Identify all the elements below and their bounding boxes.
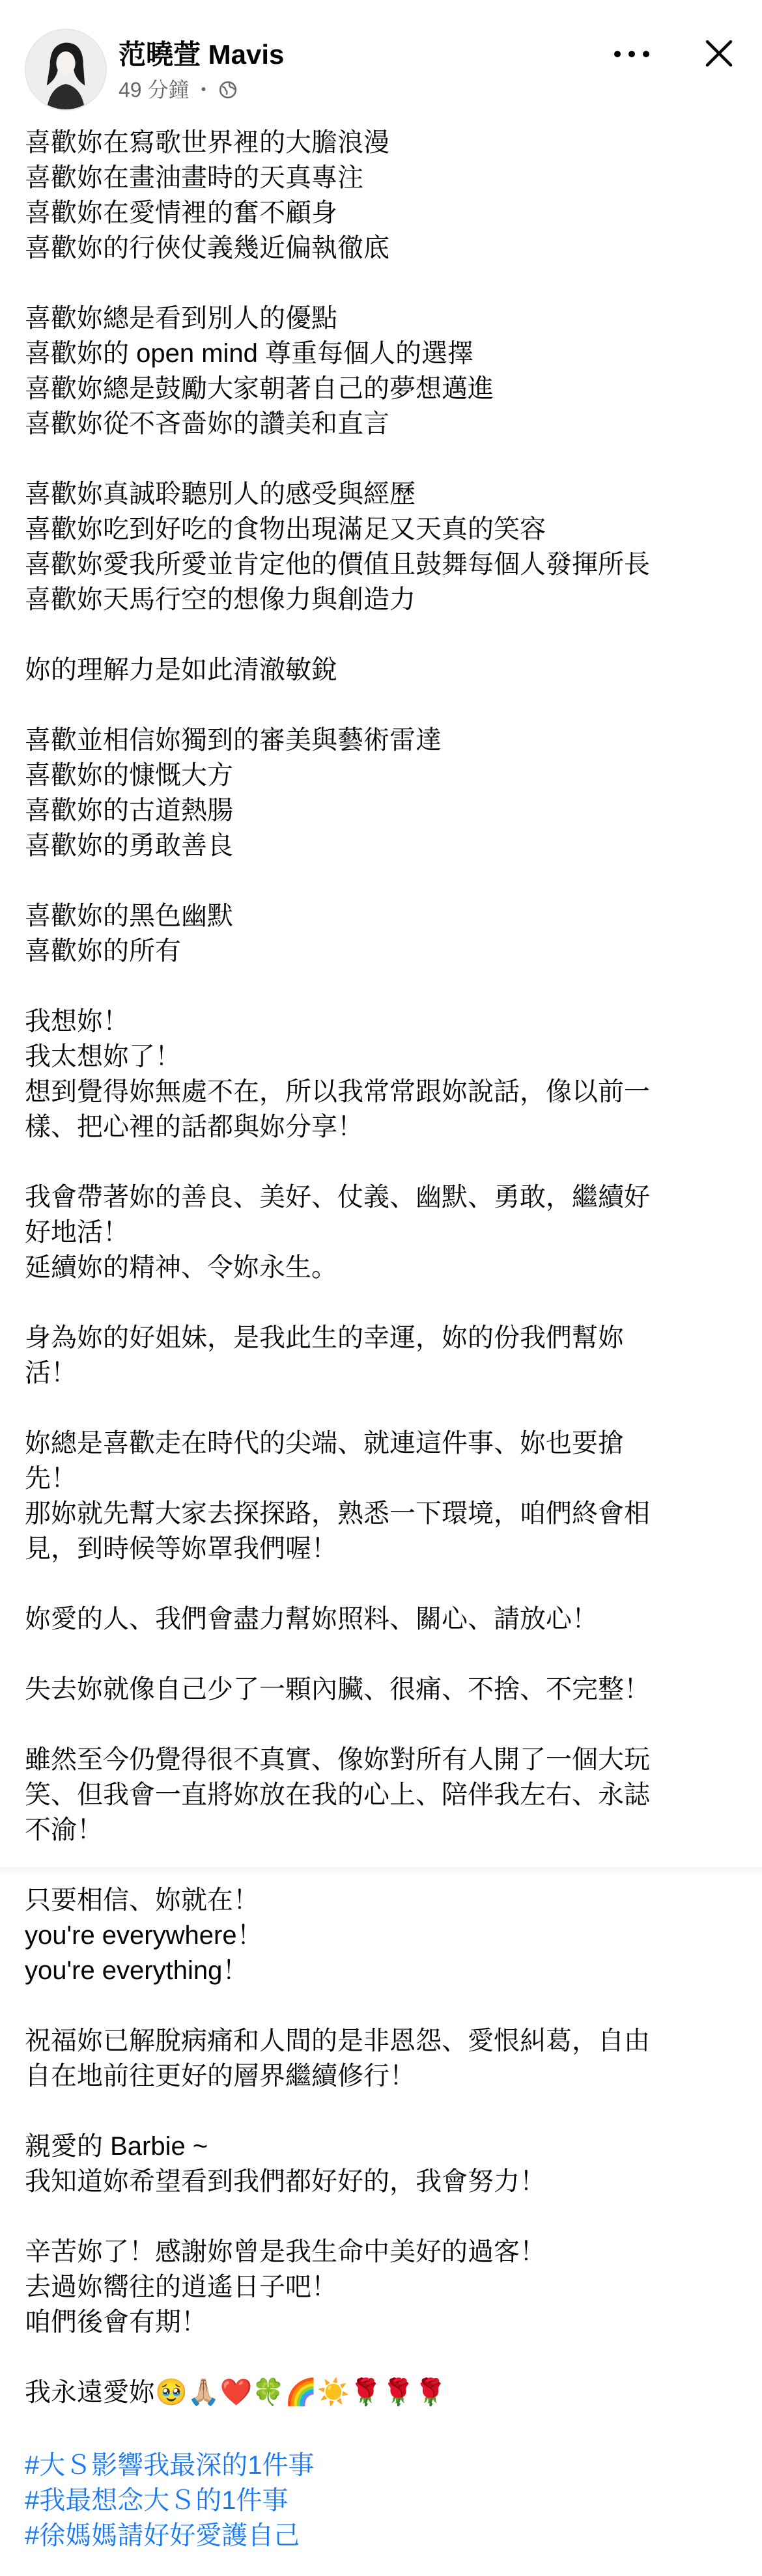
blank-line <box>25 1566 748 1601</box>
post-line: 喜歡妳真誠聆聽別人的感受與經歷 <box>25 480 416 508</box>
post-line: 我會帶著妳的善良、美好、仗義、幽默、勇敢，繼續好 <box>25 1183 650 1212</box>
post-meta <box>119 77 238 103</box>
blank-line <box>25 441 748 477</box>
post-line: 喜歡妳總是鼓勵大家朝著自己的夢想邁進 <box>25 374 494 403</box>
post-time[interactable]: 49 分鐘 <box>119 78 190 102</box>
post-line: 咱們後會有期！ <box>25 2308 207 2336</box>
blank-line <box>25 1391 748 1426</box>
post-line: 喜歡妳從不吝嗇妳的讚美和直言 <box>25 409 389 438</box>
blank-line <box>25 1707 748 1742</box>
hashtag-link[interactable]: #我最想念大Ｓ的1件事 <box>25 2486 289 2515</box>
author-name[interactable]: 范曉萱 Mavis <box>119 39 285 70</box>
author-avatar[interactable] <box>25 29 107 111</box>
post-line: 活！ <box>25 1359 77 1387</box>
post-line: 喜歡妳在畫油畫時的天真專注 <box>25 163 363 192</box>
post-line: you're everything！ <box>25 1956 249 1985</box>
post-line: 祝福妳已解脫病痛和人間的是非恩怨、愛恨糾葛，自由 <box>25 2027 650 2055</box>
blank-line <box>25 2199 748 2234</box>
blank-line <box>25 266 748 301</box>
blank-line <box>25 863 748 898</box>
post-line: 喜歡妳在愛情裡的奮不顧身 <box>25 199 337 227</box>
section-divider <box>0 1867 762 1876</box>
post-line: 喜歡妳的勇敢善良 <box>25 831 233 860</box>
blank-line <box>25 969 748 1004</box>
post-line: 我永遠愛妳🥹🙏🏼❤️🍀🌈☀️🌹🌹🌹 <box>25 2378 447 2407</box>
blank-line <box>25 687 748 723</box>
post-line: 樣、把心裡的話都與妳分享！ <box>25 1113 363 1141</box>
avatar-portrait-icon <box>26 30 106 109</box>
post-line: 親愛的 Barbie ~ <box>25 2132 208 2161</box>
post-line: 見，到時候等妳罩我們喔！ <box>25 1534 337 1563</box>
blank-line <box>25 2340 748 2375</box>
blank-line <box>25 2094 748 2129</box>
post-line: 想到覺得妳無處不在，所以我常常跟妳說話，像以前一 <box>25 1077 650 1106</box>
post-line: 喜歡妳的所有 <box>25 937 181 965</box>
post-line: 喜歡妳在寫歌世界裡的大膽浪漫 <box>25 128 389 157</box>
post-line: 喜歡妳天馬行空的想像力與創造力 <box>25 585 416 614</box>
post-line: 辛苦妳了！感謝妳曾是我生命中美好的過客！ <box>25 2237 546 2266</box>
post-line: 喜歡妳愛我所愛並肯定他的價值且鼓舞每個人發揮所長 <box>25 550 650 579</box>
close-icon[interactable] <box>698 33 740 74</box>
post-line: 妳的理解力是如此清澈敏銳 <box>25 656 337 684</box>
blank-line <box>25 1988 748 2023</box>
hashtag-link[interactable]: #大Ｓ影響我最深的1件事 <box>25 2451 315 2480</box>
blank-line <box>25 1848 748 1883</box>
meta-separator: ・ <box>193 78 214 102</box>
post-line: 延續妳的精神、令妳永生。 <box>25 1253 337 1282</box>
post-line: 喜歡妳吃到好吃的食物出現滿足又天真的笑容 <box>25 515 546 544</box>
globe-icon[interactable] <box>218 80 238 100</box>
post-line: 不渝！ <box>25 1816 103 1844</box>
blank-line <box>25 1144 748 1180</box>
post-line: 妳總是喜歡走在時代的尖端、就連這件事、妳也要搶 <box>25 1429 624 1458</box>
post-line: 失去妳就像自己少了一顆內臟、很痛、不捨、不完整！ <box>25 1675 650 1704</box>
post-line: 喜歡妳的 open mind 尊重每個人的選擇 <box>25 339 474 368</box>
post-line: 我想妳！ <box>25 1007 129 1036</box>
post-line: 喜歡並相信妳獨到的審美與藝術雷達 <box>25 726 442 755</box>
post-line: 雖然至今仍覺得很不真實、像妳對所有人開了一個大玩 <box>25 1745 650 1774</box>
post-line: 先！ <box>25 1464 77 1493</box>
post-header <box>0 0 762 104</box>
hashtag-list <box>25 2448 748 2553</box>
post-line: 喜歡妳的行俠仗義幾近偏執徹底 <box>25 234 389 262</box>
post-line: you're everywhere！ <box>25 1921 263 1950</box>
post-line: 喜歡妳的古道熱腸 <box>25 796 233 825</box>
blank-line <box>25 1637 748 1672</box>
post-line: 妳愛的人、我們會盡力幫妳照料、關心、請放心！ <box>25 1605 598 1633</box>
post-line: 我知道妳希望看到我們都好好的，我會努力！ <box>25 2167 546 2196</box>
post-body <box>25 125 748 2410</box>
blank-line <box>25 1285 748 1320</box>
post-line: 那妳就先幫大家去探探路，熟悉一下環境，咱們終會相 <box>25 1499 650 1528</box>
blank-line <box>25 617 748 652</box>
post-line: 自在地前往更好的層界繼續修行！ <box>25 2062 416 2090</box>
post-line: 只要相信、妳就在！ <box>25 1886 259 1915</box>
post-line: 喜歡妳總是看到別人的優點 <box>25 304 337 333</box>
post-line: 好地活！ <box>25 1218 129 1247</box>
hashtag-link[interactable]: #徐媽媽請好好愛護自己 <box>25 2521 300 2550</box>
post-line: 喜歡妳的慷慨大方 <box>25 761 233 790</box>
more-options-icon[interactable] <box>609 38 655 70</box>
post-line: 去過妳嚮往的逍遙日子吧！ <box>25 2273 337 2301</box>
post-line: 笑、但我會一直將妳放在我的心上、陪伴我左右、永誌 <box>25 1780 650 1809</box>
post-line: 身為妳的好姐妹，是我此生的幸運，妳的份我們幫妳 <box>25 1323 624 1352</box>
post-line: 我太想妳了！ <box>25 1042 181 1071</box>
post-line: 喜歡妳的黑色幽默 <box>25 902 233 930</box>
